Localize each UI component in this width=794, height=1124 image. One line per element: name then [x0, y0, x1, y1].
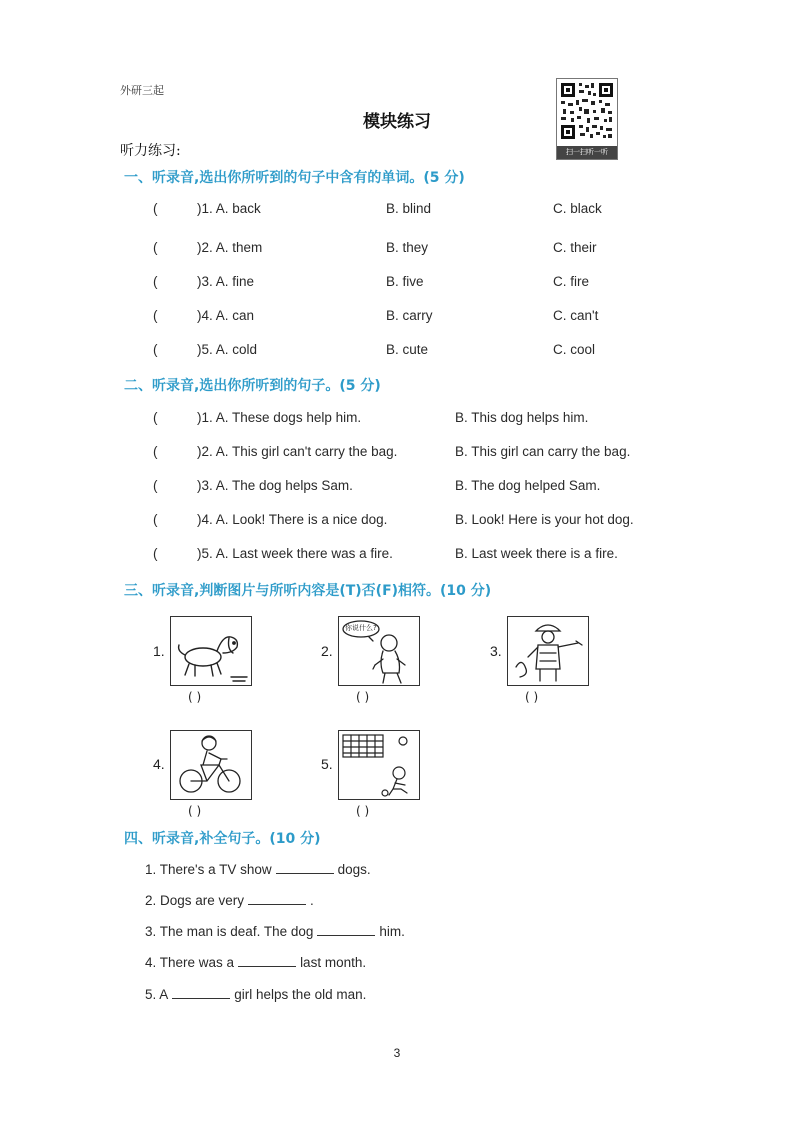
option-a: )2. A. This girl can't carry the bag.	[197, 444, 398, 459]
sentence-end: girl helps the old man.	[234, 987, 367, 1002]
sentence-end: dogs.	[337, 862, 371, 877]
blank-input[interactable]	[238, 954, 296, 967]
answer-paren[interactable]: ( )	[356, 804, 370, 818]
section1-heading: 一、听录音,选出你所听到的句子中含有的单词。(5 分)	[124, 170, 465, 186]
listening-label: 听力练习:	[120, 143, 181, 159]
answer-paren[interactable]: ( )	[356, 690, 370, 704]
sentence-end: last month.	[300, 955, 367, 970]
sentence-start: 1. There's a TV show	[145, 862, 272, 877]
picture-number: 4.	[153, 756, 165, 772]
answer-paren[interactable]: (	[153, 240, 158, 255]
answer-paren[interactable]: ( )	[188, 690, 202, 704]
answer-paren[interactable]: (	[153, 201, 158, 216]
answer-paren[interactable]: ( )	[188, 804, 202, 818]
option-a: )1. A. back	[197, 201, 261, 216]
option-a: )2. A. them	[197, 240, 263, 255]
option-a: )5. A. cold	[197, 342, 258, 357]
page-number: 3	[393, 1046, 401, 1060]
page-title: 模块练习	[363, 112, 431, 132]
blank-input[interactable]	[172, 986, 230, 999]
list-item	[145, 986, 366, 1002]
option-c: C. fire	[553, 274, 590, 289]
firefighter-icon	[508, 617, 588, 685]
list-item	[153, 410, 693, 428]
list-item	[145, 892, 314, 908]
picture-2	[338, 616, 420, 686]
picture-number: 2.	[321, 643, 333, 659]
option-c: C. can't	[553, 308, 599, 323]
picture-number: 3.	[490, 643, 502, 659]
section3-heading: 三、听录音,判断图片与所听内容是(T)否(F)相符。(10 分)	[124, 583, 492, 599]
list-item	[153, 342, 653, 360]
sentence-start: 2. Dogs are very	[145, 893, 245, 908]
option-b: B. This girl can carry the bag.	[455, 444, 631, 459]
section2-heading: 二、听录音,选出你所听到的句子。(5 分)	[124, 378, 381, 394]
list-item	[153, 240, 653, 258]
blank-input[interactable]	[276, 861, 334, 874]
option-a: )5. A. Last week there was a fire.	[197, 546, 393, 561]
dog-icon	[171, 617, 251, 685]
sentence-end: .	[310, 893, 314, 908]
picture-3	[507, 616, 589, 686]
list-item	[145, 923, 405, 939]
boy-bicycle-icon	[171, 731, 251, 799]
option-b: B. Last week there is a fire.	[455, 546, 618, 561]
option-c: C. their	[553, 240, 597, 255]
sentence-start: 3. The man is deaf. The dog	[145, 924, 314, 939]
picture-number: 5.	[321, 756, 333, 772]
series-label: 外研三起	[120, 84, 164, 97]
list-item	[153, 274, 653, 292]
picture-number: 1.	[153, 643, 165, 659]
picture-1	[170, 616, 252, 686]
list-item	[153, 201, 653, 219]
answer-paren[interactable]: (	[153, 512, 158, 527]
answer-paren[interactable]: (	[153, 410, 158, 425]
qr-code[interactable]	[556, 78, 618, 160]
list-item	[145, 861, 371, 877]
option-b: B. blind	[386, 201, 432, 216]
list-item	[153, 444, 693, 462]
list-item	[153, 308, 653, 326]
option-c: C. cool	[553, 342, 596, 357]
option-a: )3. A. The dog helps Sam.	[197, 478, 353, 493]
option-b: B. five	[386, 274, 424, 289]
sentence-end: him.	[379, 924, 405, 939]
option-b: B. carry	[386, 308, 433, 323]
answer-paren[interactable]: (	[153, 274, 158, 289]
option-a: )1. A. These dogs help him.	[197, 410, 362, 425]
option-b: B. they	[386, 240, 429, 255]
option-b: B. The dog helped Sam.	[455, 478, 601, 493]
blank-input[interactable]	[248, 892, 306, 905]
option-b: B. Look! Here is your hot dog.	[455, 512, 634, 527]
option-a: )4. A. can	[197, 308, 255, 323]
answer-paren[interactable]: (	[153, 444, 158, 459]
qr-caption: 扫一扫听一听	[557, 146, 617, 159]
picture-4	[170, 730, 252, 800]
blank-input[interactable]	[317, 923, 375, 936]
list-item	[145, 954, 366, 970]
sentence-start: 5. A	[145, 987, 169, 1002]
option-b: B. This dog helps him.	[455, 410, 589, 425]
answer-paren[interactable]: (	[153, 546, 158, 561]
section4-heading: 四、听录音,补全句子。(10 分)	[124, 831, 321, 847]
answer-paren[interactable]: (	[153, 478, 158, 493]
qr-code-icon	[557, 79, 617, 145]
option-c: C. black	[553, 201, 602, 216]
list-item	[153, 546, 693, 564]
answer-paren[interactable]: (	[153, 308, 158, 323]
list-item	[153, 478, 693, 496]
option-b: B. cute	[386, 342, 429, 357]
picture-5	[338, 730, 420, 800]
answer-paren[interactable]: ( )	[525, 690, 539, 704]
answer-paren[interactable]: (	[153, 342, 158, 357]
option-a: )3. A. fine	[197, 274, 255, 289]
sentence-start: 4. There was a	[145, 955, 235, 970]
speech-bubble-text: 你说什么?	[345, 624, 377, 632]
list-item	[153, 512, 693, 530]
boy-football-icon	[339, 731, 419, 799]
option-a: )4. A. Look! There is a nice dog.	[197, 512, 388, 527]
